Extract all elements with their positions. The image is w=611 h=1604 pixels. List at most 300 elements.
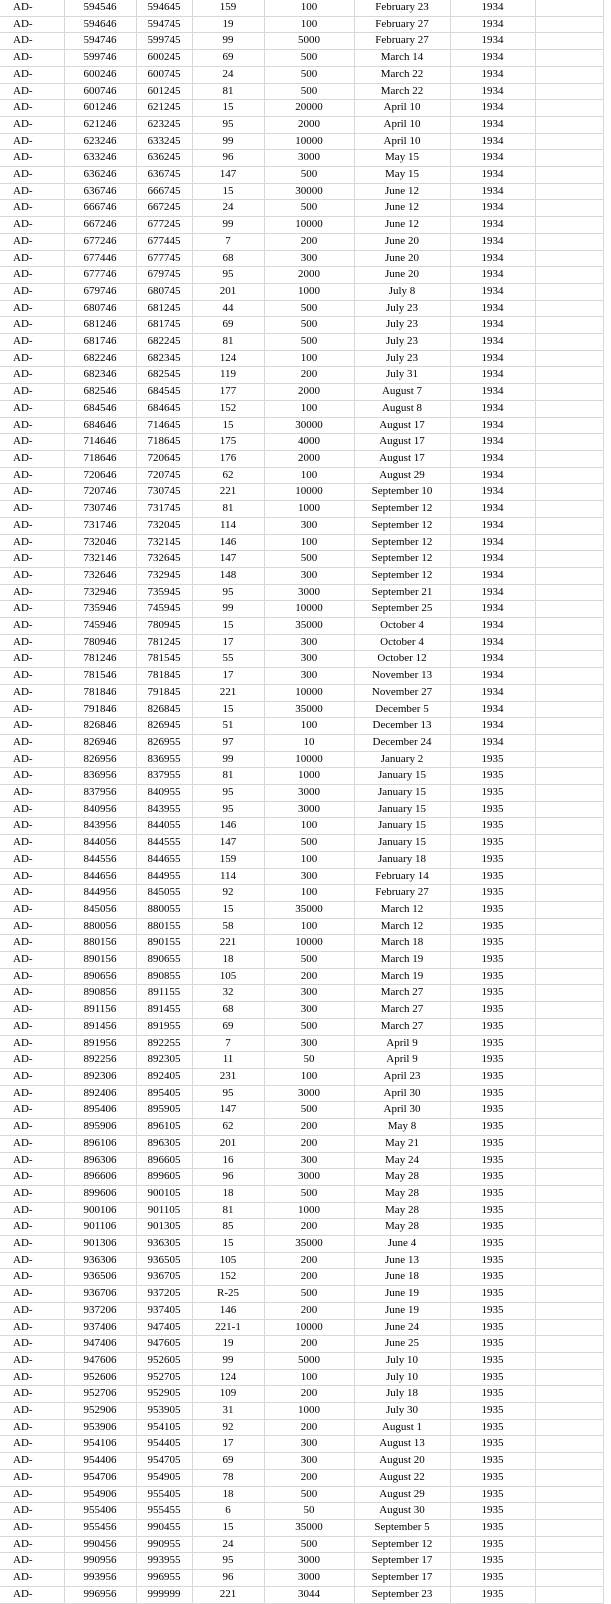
empty-cell[interactable]: [535, 584, 603, 601]
empty-cell[interactable]: [535, 734, 603, 751]
year-cell[interactable]: 1935: [450, 1185, 535, 1202]
lot-number-cell[interactable]: 6: [192, 1503, 264, 1520]
lot-number-cell[interactable]: 221: [192, 1586, 264, 1603]
year-cell[interactable]: 1934: [450, 233, 535, 250]
quantity-cell[interactable]: 3000: [264, 1169, 354, 1186]
year-cell[interactable]: 1935: [450, 901, 535, 918]
empty-cell[interactable]: [535, 484, 603, 501]
year-cell[interactable]: 1934: [450, 701, 535, 718]
serial-end-cell[interactable]: 745945: [136, 601, 192, 618]
empty-cell[interactable]: [535, 250, 603, 267]
year-cell[interactable]: 1934: [450, 267, 535, 284]
serial-start-cell[interactable]: 780946: [64, 634, 136, 651]
year-cell[interactable]: 1934: [450, 618, 535, 635]
lot-number-cell[interactable]: 221-1: [192, 1319, 264, 1336]
empty-cell[interactable]: [535, 751, 603, 768]
empty-cell[interactable]: [535, 818, 603, 835]
date-cell[interactable]: August 29: [354, 467, 450, 484]
serial-end-cell[interactable]: 955455: [136, 1503, 192, 1520]
prefix-cell[interactable]: AD-: [0, 1219, 64, 1236]
prefix-cell[interactable]: AD-: [0, 183, 64, 200]
prefix-cell[interactable]: AD-: [0, 701, 64, 718]
empty-cell[interactable]: [535, 417, 603, 434]
empty-cell[interactable]: [535, 718, 603, 735]
empty-cell[interactable]: [535, 1169, 603, 1186]
quantity-cell[interactable]: 10000: [264, 751, 354, 768]
lot-number-cell[interactable]: 147: [192, 835, 264, 852]
quantity-cell[interactable]: 10000: [264, 684, 354, 701]
date-cell[interactable]: June 25: [354, 1336, 450, 1353]
quantity-cell[interactable]: 10: [264, 734, 354, 751]
lot-number-cell[interactable]: 147: [192, 551, 264, 568]
quantity-cell[interactable]: 200: [264, 1302, 354, 1319]
year-cell[interactable]: 1935: [450, 1252, 535, 1269]
serial-start-cell[interactable]: 826956: [64, 751, 136, 768]
serial-start-cell[interactable]: 682246: [64, 350, 136, 367]
empty-cell[interactable]: [535, 901, 603, 918]
serial-start-cell[interactable]: 892406: [64, 1085, 136, 1102]
serial-start-cell[interactable]: 936706: [64, 1286, 136, 1303]
quantity-cell[interactable]: 200: [264, 233, 354, 250]
year-cell[interactable]: 1934: [450, 534, 535, 551]
quantity-cell[interactable]: 100: [264, 400, 354, 417]
year-cell[interactable]: 1934: [450, 100, 535, 117]
serial-end-cell[interactable]: 892305: [136, 1052, 192, 1069]
year-cell[interactable]: 1935: [450, 1069, 535, 1086]
quantity-cell[interactable]: 100: [264, 851, 354, 868]
serial-end-cell[interactable]: 837955: [136, 768, 192, 785]
prefix-cell[interactable]: AD-: [0, 935, 64, 952]
prefix-cell[interactable]: AD-: [0, 484, 64, 501]
prefix-cell[interactable]: AD-: [0, 1536, 64, 1553]
date-cell[interactable]: February 14: [354, 868, 450, 885]
empty-cell[interactable]: [535, 66, 603, 83]
lot-number-cell[interactable]: 81: [192, 1202, 264, 1219]
year-cell[interactable]: 1935: [450, 1302, 535, 1319]
date-cell[interactable]: September 12: [354, 534, 450, 551]
quantity-cell[interactable]: 200: [264, 1269, 354, 1286]
serial-start-cell[interactable]: 681746: [64, 334, 136, 351]
empty-cell[interactable]: [535, 1219, 603, 1236]
prefix-cell[interactable]: AD-: [0, 1119, 64, 1136]
lot-number-cell[interactable]: 99: [192, 133, 264, 150]
lot-number-cell[interactable]: 92: [192, 885, 264, 902]
date-cell[interactable]: January 15: [354, 801, 450, 818]
lot-number-cell[interactable]: 78: [192, 1469, 264, 1486]
quantity-cell[interactable]: 500: [264, 167, 354, 184]
quantity-cell[interactable]: 1000: [264, 283, 354, 300]
serial-end-cell[interactable]: 937405: [136, 1302, 192, 1319]
empty-cell[interactable]: [535, 300, 603, 317]
year-cell[interactable]: 1934: [450, 384, 535, 401]
quantity-cell[interactable]: 3000: [264, 1085, 354, 1102]
lot-number-cell[interactable]: 231: [192, 1069, 264, 1086]
quantity-cell[interactable]: 500: [264, 334, 354, 351]
serial-end-cell[interactable]: 952605: [136, 1352, 192, 1369]
date-cell[interactable]: April 30: [354, 1102, 450, 1119]
empty-cell[interactable]: [535, 668, 603, 685]
serial-end-cell[interactable]: 677445: [136, 233, 192, 250]
quantity-cell[interactable]: 200: [264, 1469, 354, 1486]
serial-start-cell[interactable]: 594746: [64, 33, 136, 50]
serial-end-cell[interactable]: 891455: [136, 1002, 192, 1019]
prefix-cell[interactable]: AD-: [0, 801, 64, 818]
serial-start-cell[interactable]: 714646: [64, 434, 136, 451]
year-cell[interactable]: 1934: [450, 217, 535, 234]
year-cell[interactable]: 1934: [450, 50, 535, 67]
year-cell[interactable]: 1934: [450, 0, 535, 16]
quantity-cell[interactable]: 30000: [264, 417, 354, 434]
lot-number-cell[interactable]: 95: [192, 584, 264, 601]
lot-number-cell[interactable]: 69: [192, 50, 264, 67]
lot-number-cell[interactable]: 51: [192, 718, 264, 735]
quantity-cell[interactable]: 300: [264, 985, 354, 1002]
serial-end-cell[interactable]: 732145: [136, 534, 192, 551]
lot-number-cell[interactable]: 7: [192, 233, 264, 250]
quantity-cell[interactable]: 1000: [264, 768, 354, 785]
lot-number-cell[interactable]: 109: [192, 1386, 264, 1403]
empty-cell[interactable]: [535, 1286, 603, 1303]
serial-end-cell[interactable]: 633245: [136, 133, 192, 150]
serial-start-cell[interactable]: 954906: [64, 1486, 136, 1503]
serial-start-cell[interactable]: 947406: [64, 1336, 136, 1353]
year-cell[interactable]: 1934: [450, 684, 535, 701]
date-cell[interactable]: April 9: [354, 1052, 450, 1069]
year-cell[interactable]: 1935: [450, 1236, 535, 1253]
prefix-cell[interactable]: AD-: [0, 885, 64, 902]
prefix-cell[interactable]: AD-: [0, 367, 64, 384]
quantity-cell[interactable]: 35000: [264, 701, 354, 718]
empty-cell[interactable]: [535, 501, 603, 518]
serial-start-cell[interactable]: 844556: [64, 851, 136, 868]
empty-cell[interactable]: [535, 1135, 603, 1152]
year-cell[interactable]: 1934: [450, 283, 535, 300]
serial-end-cell[interactable]: 952905: [136, 1386, 192, 1403]
serial-start-cell[interactable]: 900106: [64, 1202, 136, 1219]
date-cell[interactable]: August 17: [354, 450, 450, 467]
prefix-cell[interactable]: AD-: [0, 1336, 64, 1353]
quantity-cell[interactable]: 200: [264, 367, 354, 384]
empty-cell[interactable]: [535, 1553, 603, 1570]
date-cell[interactable]: April 23: [354, 1069, 450, 1086]
lot-number-cell[interactable]: 95: [192, 1085, 264, 1102]
lot-number-cell[interactable]: 18: [192, 952, 264, 969]
lot-number-cell[interactable]: 152: [192, 400, 264, 417]
prefix-cell[interactable]: AD-: [0, 1002, 64, 1019]
lot-number-cell[interactable]: 221: [192, 684, 264, 701]
empty-cell[interactable]: [535, 183, 603, 200]
serial-end-cell[interactable]: 937205: [136, 1286, 192, 1303]
year-cell[interactable]: 1935: [450, 1453, 535, 1470]
prefix-cell[interactable]: AD-: [0, 501, 64, 518]
lot-number-cell[interactable]: R-25: [192, 1286, 264, 1303]
prefix-cell[interactable]: AD-: [0, 985, 64, 1002]
lot-number-cell[interactable]: 24: [192, 200, 264, 217]
serial-end-cell[interactable]: 826845: [136, 701, 192, 718]
prefix-cell[interactable]: AD-: [0, 668, 64, 685]
quantity-cell[interactable]: 3000: [264, 801, 354, 818]
empty-cell[interactable]: [535, 1252, 603, 1269]
date-cell[interactable]: June 19: [354, 1302, 450, 1319]
serial-start-cell[interactable]: 880056: [64, 918, 136, 935]
empty-cell[interactable]: [535, 1336, 603, 1353]
serial-start-cell[interactable]: 952706: [64, 1386, 136, 1403]
quantity-cell[interactable]: 200: [264, 1419, 354, 1436]
lot-number-cell[interactable]: 44: [192, 300, 264, 317]
serial-end-cell[interactable]: 781545: [136, 651, 192, 668]
date-cell[interactable]: July 31: [354, 367, 450, 384]
serial-start-cell[interactable]: 899606: [64, 1185, 136, 1202]
quantity-cell[interactable]: 500: [264, 300, 354, 317]
empty-cell[interactable]: [535, 33, 603, 50]
serial-end-cell[interactable]: 636745: [136, 167, 192, 184]
serial-start-cell[interactable]: 890856: [64, 985, 136, 1002]
lot-number-cell[interactable]: 177: [192, 384, 264, 401]
date-cell[interactable]: September 17: [354, 1553, 450, 1570]
serial-start-cell[interactable]: 594546: [64, 0, 136, 16]
empty-cell[interactable]: [535, 116, 603, 133]
serial-end-cell[interactable]: 844055: [136, 818, 192, 835]
prefix-cell[interactable]: AD-: [0, 250, 64, 267]
empty-cell[interactable]: [535, 785, 603, 802]
empty-cell[interactable]: [535, 1469, 603, 1486]
prefix-cell[interactable]: AD-: [0, 33, 64, 50]
empty-cell[interactable]: [535, 551, 603, 568]
date-cell[interactable]: July 8: [354, 283, 450, 300]
date-cell[interactable]: July 10: [354, 1352, 450, 1369]
quantity-cell[interactable]: 500: [264, 835, 354, 852]
year-cell[interactable]: 1934: [450, 584, 535, 601]
quantity-cell[interactable]: 5000: [264, 33, 354, 50]
empty-cell[interactable]: [535, 684, 603, 701]
date-cell[interactable]: November 27: [354, 684, 450, 701]
lot-number-cell[interactable]: 119: [192, 367, 264, 384]
prefix-cell[interactable]: AD-: [0, 1453, 64, 1470]
quantity-cell[interactable]: 300: [264, 1002, 354, 1019]
empty-cell[interactable]: [535, 1503, 603, 1520]
serial-end-cell[interactable]: 892255: [136, 1035, 192, 1052]
quantity-cell[interactable]: 3000: [264, 150, 354, 167]
quantity-cell[interactable]: 500: [264, 83, 354, 100]
quantity-cell[interactable]: 100: [264, 718, 354, 735]
prefix-cell[interactable]: AD-: [0, 968, 64, 985]
serial-end-cell[interactable]: 594645: [136, 0, 192, 16]
quantity-cell[interactable]: 200: [264, 1119, 354, 1136]
year-cell[interactable]: 1934: [450, 350, 535, 367]
year-cell[interactable]: 1934: [450, 334, 535, 351]
lot-number-cell[interactable]: 96: [192, 150, 264, 167]
empty-cell[interactable]: [535, 1570, 603, 1587]
serial-end-cell[interactable]: 720645: [136, 450, 192, 467]
quantity-cell[interactable]: 200: [264, 1219, 354, 1236]
empty-cell[interactable]: [535, 1185, 603, 1202]
date-cell[interactable]: July 10: [354, 1369, 450, 1386]
serial-start-cell[interactable]: 895406: [64, 1102, 136, 1119]
lot-number-cell[interactable]: 62: [192, 467, 264, 484]
lot-number-cell[interactable]: 201: [192, 1135, 264, 1152]
empty-cell[interactable]: [535, 133, 603, 150]
lot-number-cell[interactable]: 99: [192, 751, 264, 768]
quantity-cell[interactable]: 300: [264, 250, 354, 267]
serial-end-cell[interactable]: 996955: [136, 1570, 192, 1587]
quantity-cell[interactable]: 500: [264, 952, 354, 969]
lot-number-cell[interactable]: 114: [192, 868, 264, 885]
lot-number-cell[interactable]: 124: [192, 350, 264, 367]
year-cell[interactable]: 1934: [450, 417, 535, 434]
serial-end-cell[interactable]: 682545: [136, 367, 192, 384]
year-cell[interactable]: 1935: [450, 1586, 535, 1603]
serial-start-cell[interactable]: 720746: [64, 484, 136, 501]
year-cell[interactable]: 1935: [450, 785, 535, 802]
date-cell[interactable]: August 30: [354, 1503, 450, 1520]
lot-number-cell[interactable]: 92: [192, 1419, 264, 1436]
quantity-cell[interactable]: 1000: [264, 501, 354, 518]
lot-number-cell[interactable]: 58: [192, 918, 264, 935]
serial-start-cell[interactable]: 681246: [64, 317, 136, 334]
lot-number-cell[interactable]: 16: [192, 1152, 264, 1169]
year-cell[interactable]: 1935: [450, 1570, 535, 1587]
empty-cell[interactable]: [535, 1236, 603, 1253]
serial-start-cell[interactable]: 718646: [64, 450, 136, 467]
empty-cell[interactable]: [535, 384, 603, 401]
prefix-cell[interactable]: AD-: [0, 417, 64, 434]
serial-end-cell[interactable]: 636245: [136, 150, 192, 167]
serial-end-cell[interactable]: 735945: [136, 584, 192, 601]
prefix-cell[interactable]: AD-: [0, 1152, 64, 1169]
serial-start-cell[interactable]: 890656: [64, 968, 136, 985]
year-cell[interactable]: 1934: [450, 400, 535, 417]
serial-start-cell[interactable]: 636246: [64, 167, 136, 184]
prefix-cell[interactable]: AD-: [0, 651, 64, 668]
lot-number-cell[interactable]: 15: [192, 1236, 264, 1253]
empty-cell[interactable]: [535, 267, 603, 284]
prefix-cell[interactable]: AD-: [0, 1236, 64, 1253]
empty-cell[interactable]: [535, 618, 603, 635]
serial-end-cell[interactable]: 952705: [136, 1369, 192, 1386]
lot-number-cell[interactable]: 96: [192, 1570, 264, 1587]
serial-end-cell[interactable]: 731745: [136, 501, 192, 518]
date-cell[interactable]: August 13: [354, 1436, 450, 1453]
prefix-cell[interactable]: AD-: [0, 1352, 64, 1369]
year-cell[interactable]: 1935: [450, 968, 535, 985]
empty-cell[interactable]: [535, 1069, 603, 1086]
empty-cell[interactable]: [535, 1018, 603, 1035]
year-cell[interactable]: 1935: [450, 985, 535, 1002]
serial-end-cell[interactable]: 936505: [136, 1252, 192, 1269]
quantity-cell[interactable]: 1000: [264, 1202, 354, 1219]
year-cell[interactable]: 1934: [450, 317, 535, 334]
lot-number-cell[interactable]: 148: [192, 567, 264, 584]
date-cell[interactable]: September 23: [354, 1586, 450, 1603]
date-cell[interactable]: December 24: [354, 734, 450, 751]
serial-start-cell[interactable]: 993956: [64, 1570, 136, 1587]
date-cell[interactable]: September 21: [354, 584, 450, 601]
empty-cell[interactable]: [535, 367, 603, 384]
empty-cell[interactable]: [535, 1536, 603, 1553]
quantity-cell[interactable]: 2000: [264, 384, 354, 401]
serial-start-cell[interactable]: 901106: [64, 1219, 136, 1236]
quantity-cell[interactable]: 3000: [264, 785, 354, 802]
prefix-cell[interactable]: AD-: [0, 334, 64, 351]
serial-start-cell[interactable]: 781846: [64, 684, 136, 701]
serial-end-cell[interactable]: 679745: [136, 267, 192, 284]
empty-cell[interactable]: [535, 1269, 603, 1286]
prefix-cell[interactable]: AD-: [0, 1102, 64, 1119]
year-cell[interactable]: 1935: [450, 1035, 535, 1052]
year-cell[interactable]: 1935: [450, 818, 535, 835]
serial-end-cell[interactable]: 954905: [136, 1469, 192, 1486]
prefix-cell[interactable]: AD-: [0, 450, 64, 467]
year-cell[interactable]: 1934: [450, 668, 535, 685]
prefix-cell[interactable]: AD-: [0, 300, 64, 317]
serial-start-cell[interactable]: 845056: [64, 901, 136, 918]
serial-start-cell[interactable]: 955456: [64, 1519, 136, 1536]
quantity-cell[interactable]: 500: [264, 1536, 354, 1553]
date-cell[interactable]: February 27: [354, 16, 450, 33]
year-cell[interactable]: 1935: [450, 1002, 535, 1019]
serial-end-cell[interactable]: 714645: [136, 417, 192, 434]
prefix-cell[interactable]: AD-: [0, 751, 64, 768]
serial-start-cell[interactable]: 826846: [64, 718, 136, 735]
date-cell[interactable]: January 15: [354, 768, 450, 785]
empty-cell[interactable]: [535, 1352, 603, 1369]
empty-cell[interactable]: [535, 1202, 603, 1219]
serial-end-cell[interactable]: 880155: [136, 918, 192, 935]
serial-start-cell[interactable]: 840956: [64, 801, 136, 818]
date-cell[interactable]: May 28: [354, 1219, 450, 1236]
quantity-cell[interactable]: 100: [264, 350, 354, 367]
year-cell[interactable]: 1935: [450, 952, 535, 969]
year-cell[interactable]: 1935: [450, 1486, 535, 1503]
prefix-cell[interactable]: AD-: [0, 1252, 64, 1269]
empty-cell[interactable]: [535, 16, 603, 33]
lot-number-cell[interactable]: 105: [192, 968, 264, 985]
year-cell[interactable]: 1934: [450, 66, 535, 83]
date-cell[interactable]: January 18: [354, 851, 450, 868]
serial-end-cell[interactable]: 947405: [136, 1319, 192, 1336]
year-cell[interactable]: 1934: [450, 200, 535, 217]
empty-cell[interactable]: [535, 567, 603, 584]
prefix-cell[interactable]: AD-: [0, 785, 64, 802]
year-cell[interactable]: 1934: [450, 718, 535, 735]
empty-cell[interactable]: [535, 868, 603, 885]
serial-start-cell[interactable]: 896106: [64, 1135, 136, 1152]
prefix-cell[interactable]: AD-: [0, 1018, 64, 1035]
date-cell[interactable]: April 9: [354, 1035, 450, 1052]
prefix-cell[interactable]: AD-: [0, 233, 64, 250]
empty-cell[interactable]: [535, 801, 603, 818]
quantity-cell[interactable]: 100: [264, 918, 354, 935]
serial-end-cell[interactable]: 781245: [136, 634, 192, 651]
date-cell[interactable]: November 13: [354, 668, 450, 685]
empty-cell[interactable]: [535, 167, 603, 184]
quantity-cell[interactable]: 35000: [264, 901, 354, 918]
serial-start-cell[interactable]: 594646: [64, 16, 136, 33]
quantity-cell[interactable]: 300: [264, 567, 354, 584]
serial-start-cell[interactable]: 844056: [64, 835, 136, 852]
lot-number-cell[interactable]: 147: [192, 167, 264, 184]
quantity-cell[interactable]: 3000: [264, 584, 354, 601]
serial-end-cell[interactable]: 901105: [136, 1202, 192, 1219]
prefix-cell[interactable]: AD-: [0, 601, 64, 618]
prefix-cell[interactable]: AD-: [0, 150, 64, 167]
serial-end-cell[interactable]: 954105: [136, 1419, 192, 1436]
year-cell[interactable]: 1934: [450, 484, 535, 501]
year-cell[interactable]: 1934: [450, 601, 535, 618]
serial-end-cell[interactable]: 990955: [136, 1536, 192, 1553]
empty-cell[interactable]: [535, 1152, 603, 1169]
quantity-cell[interactable]: 300: [264, 1453, 354, 1470]
